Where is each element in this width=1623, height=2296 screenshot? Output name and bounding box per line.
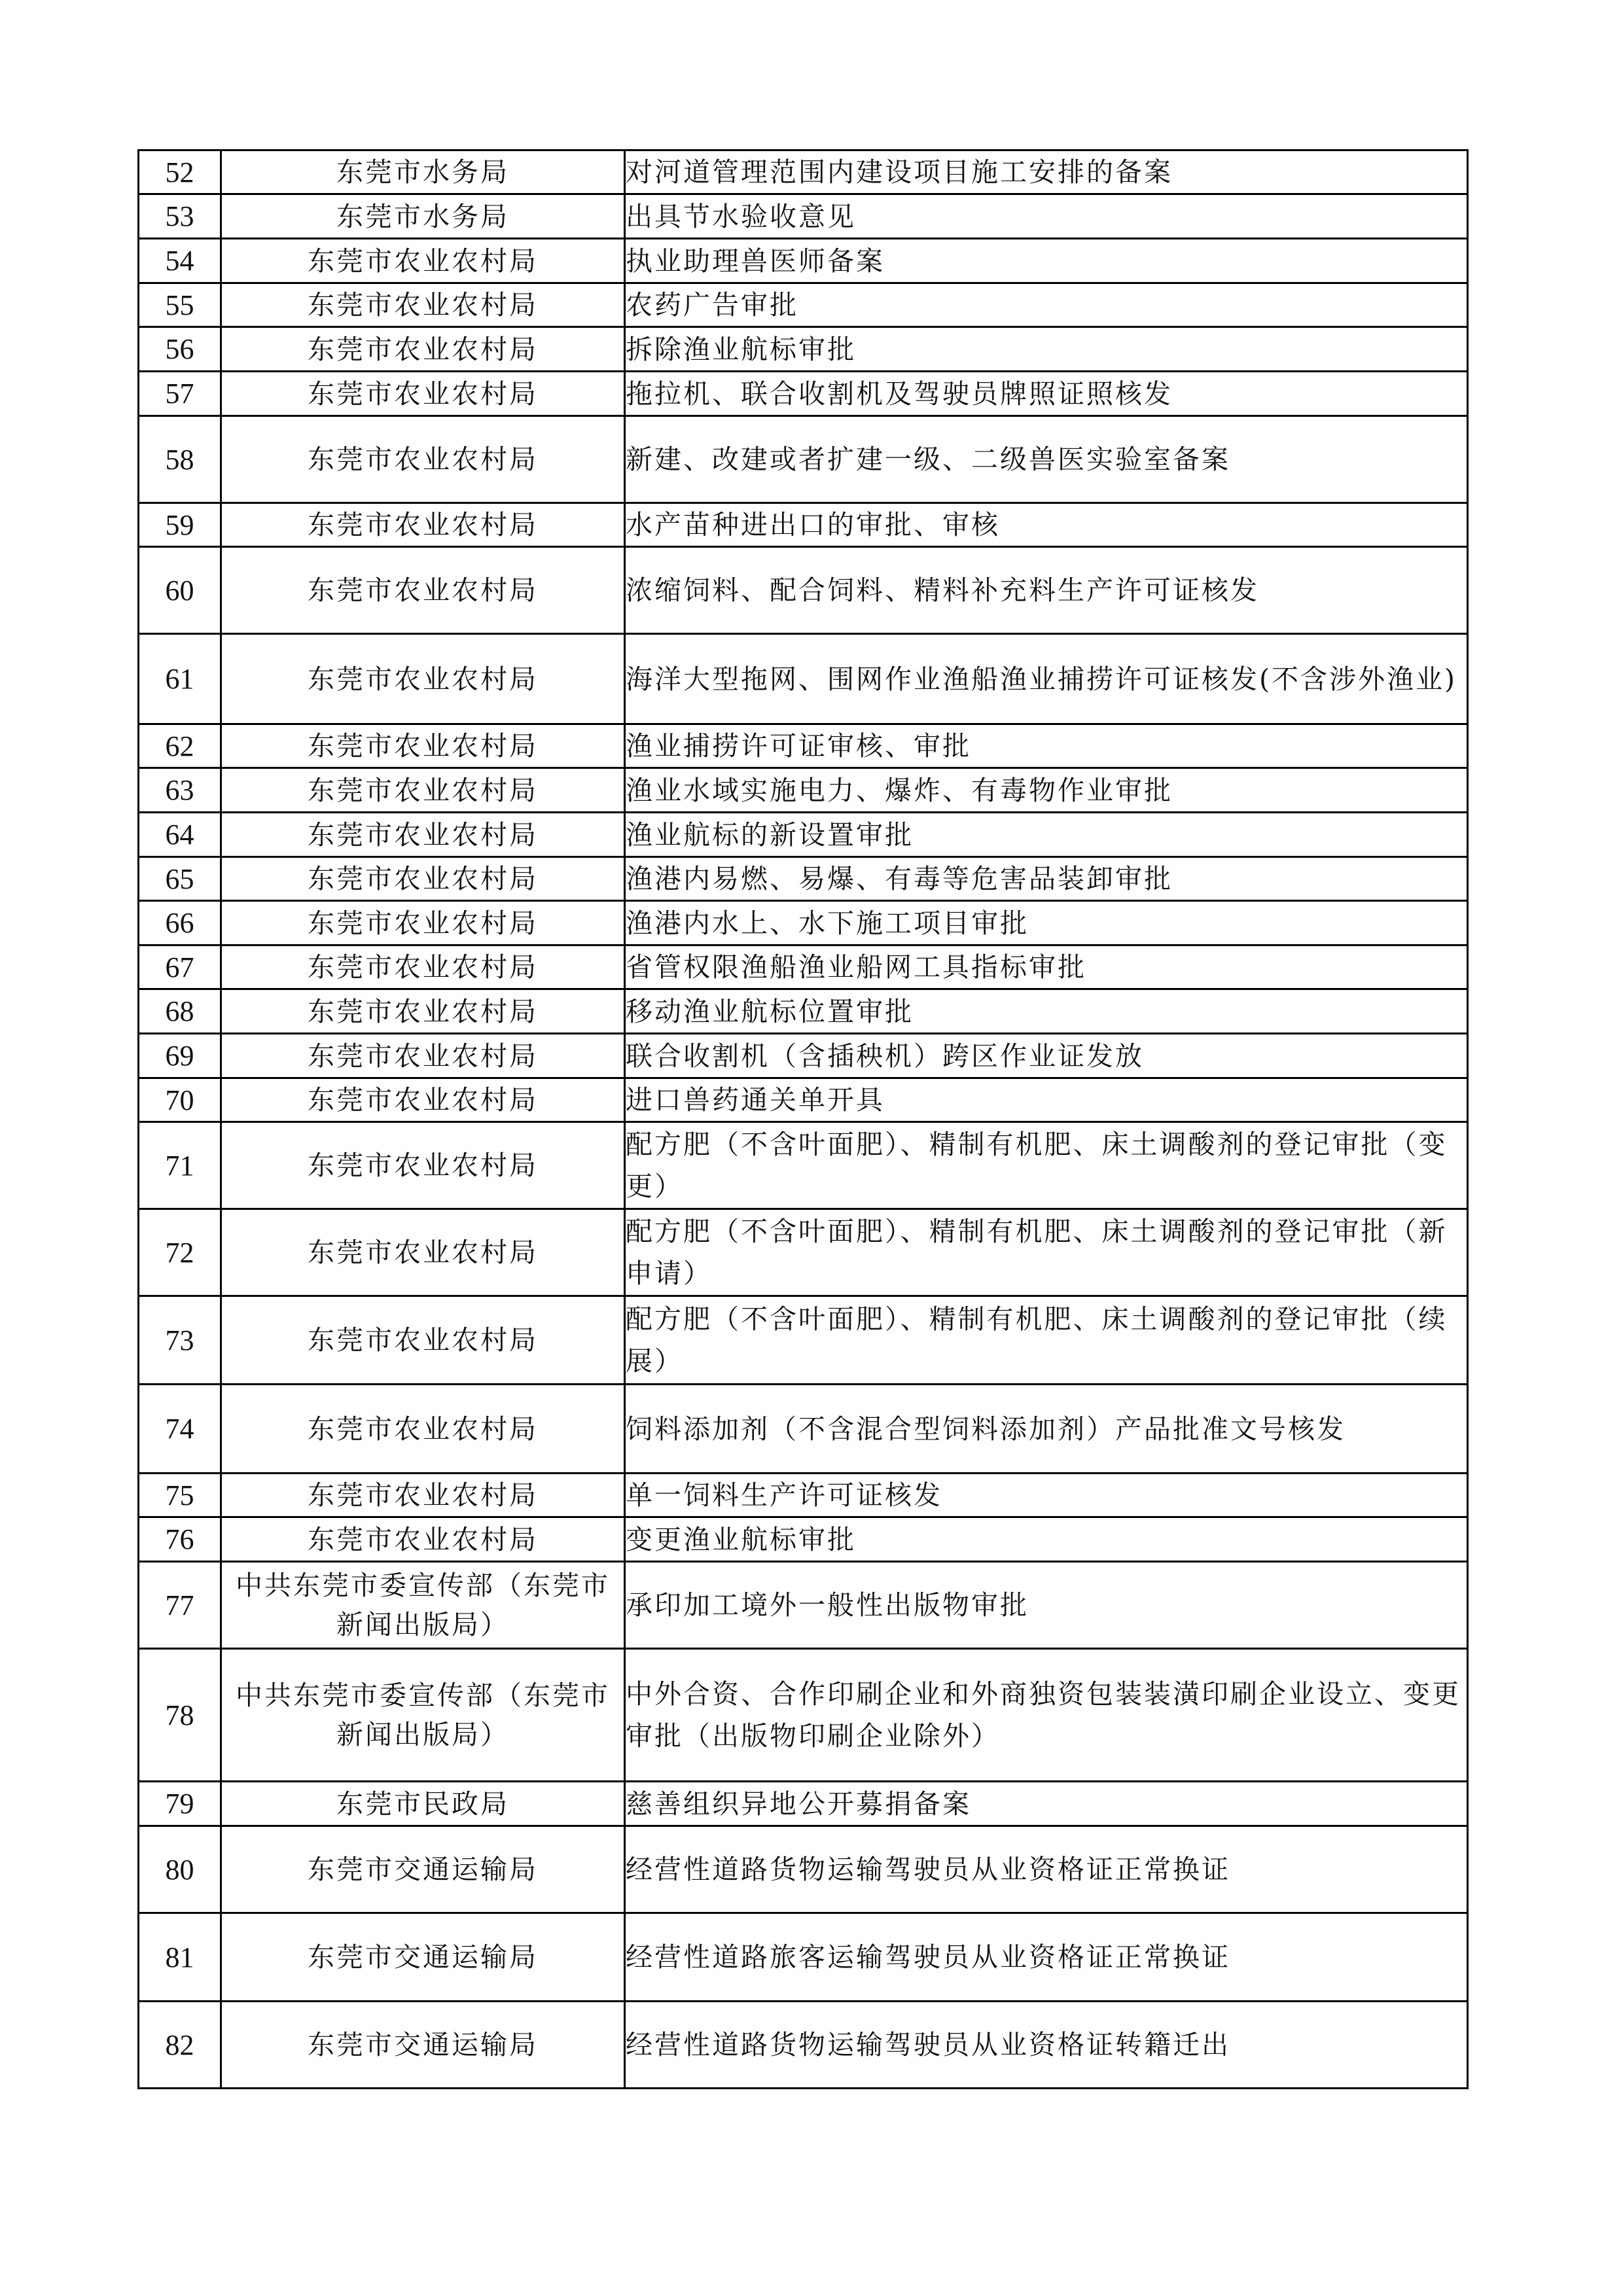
- department-cell: 东莞市农业农村局: [221, 813, 625, 857]
- item-name-cell: 慈善组织异地公开募捐备案: [625, 1782, 1468, 1826]
- row-number: 55: [139, 283, 221, 327]
- table-row: [139, 2002, 1468, 2089]
- department-cell: 东莞市农业农村局: [221, 283, 625, 327]
- item-name-cell: 经营性道路旅客运输驾驶员从业资格证正常换证: [625, 1913, 1468, 2002]
- item-name-cell: 进口兽药通关单开具: [625, 1078, 1468, 1122]
- row-number: 52: [139, 150, 221, 194]
- table-row: [139, 1826, 1468, 1913]
- department-cell: 东莞市农业农村局: [221, 1296, 625, 1385]
- department-cell: 东莞市民政局: [221, 1782, 625, 1826]
- table-row: [139, 813, 1468, 857]
- item-name-cell: 经营性道路货物运输驾驶员从业资格证转籍迁出: [625, 2002, 1468, 2089]
- item-name-cell: 海洋大型拖网、围网作业渔船渔业捕捞许可证核发(不含涉外渔业): [625, 634, 1468, 724]
- department-cell: 中共东莞市委宣传部（东莞市新闻出版局）: [221, 1649, 625, 1782]
- row-number: 71: [139, 1122, 221, 1209]
- row-number: 54: [139, 239, 221, 283]
- row-number: 61: [139, 634, 221, 724]
- row-number: 69: [139, 1034, 221, 1078]
- department-cell: 东莞市农业农村局: [221, 1078, 625, 1122]
- table-row: [139, 768, 1468, 813]
- row-number: 63: [139, 768, 221, 813]
- item-name-cell: 省管权限渔船渔业船网工具指标审批: [625, 945, 1468, 989]
- item-name-cell: 拖拉机、联合收割机及驾驶员牌照证照核发: [625, 372, 1468, 416]
- row-number: 62: [139, 724, 221, 768]
- item-name-cell: 渔业水域实施电力、爆炸、有毒物作业审批: [625, 768, 1468, 813]
- row-number: 74: [139, 1385, 221, 1474]
- item-name-cell: 渔业捕捞许可证审核、审批: [625, 724, 1468, 768]
- row-number: 76: [139, 1517, 221, 1562]
- row-number: 75: [139, 1474, 221, 1517]
- item-name-cell: 配方肥（不含叶面肥）、精制有机肥、床土调酸剂的登记审批（新申请）: [625, 1209, 1468, 1296]
- row-number: 79: [139, 1782, 221, 1826]
- table-row: [139, 1034, 1468, 1078]
- item-name-cell: 对河道管理范围内建设项目施工安排的备案: [625, 150, 1468, 194]
- table-row: [139, 857, 1468, 901]
- row-number: 80: [139, 1826, 221, 1913]
- table-row: [139, 1385, 1468, 1474]
- table-row: [139, 724, 1468, 768]
- table-row: [139, 327, 1468, 372]
- row-number: 68: [139, 989, 221, 1034]
- item-name-cell: 承印加工境外一般性出版物审批: [625, 1562, 1468, 1649]
- table-row: [139, 547, 1468, 634]
- item-name-cell: 中外合资、合作印刷企业和外商独资包装装潢印刷企业设立、变更审批（出版物印刷企业除外）: [625, 1649, 1468, 1782]
- table-row: [139, 1562, 1468, 1649]
- department-cell: 东莞市农业农村局: [221, 1034, 625, 1078]
- item-name-cell: 配方肥（不含叶面肥）、精制有机肥、床土调酸剂的登记审批（续展）: [625, 1296, 1468, 1385]
- item-name-cell: 经营性道路货物运输驾驶员从业资格证正常换证: [625, 1826, 1468, 1913]
- item-name-cell: 变更渔业航标审批: [625, 1517, 1468, 1562]
- department-cell: 东莞市农业农村局: [221, 857, 625, 901]
- row-number: 60: [139, 547, 221, 634]
- row-number: 58: [139, 416, 221, 503]
- department-cell: 东莞市农业农村局: [221, 327, 625, 372]
- department-cell: 东莞市农业农村局: [221, 1385, 625, 1474]
- row-number: 70: [139, 1078, 221, 1122]
- row-number: 59: [139, 503, 221, 547]
- table-row: [139, 1209, 1468, 1296]
- department-cell: 东莞市农业农村局: [221, 1474, 625, 1517]
- row-number: 67: [139, 945, 221, 989]
- department-cell: 东莞市农业农村局: [221, 945, 625, 989]
- table-row: [139, 1122, 1468, 1209]
- department-cell: 东莞市农业农村局: [221, 768, 625, 813]
- department-cell: 东莞市农业农村局: [221, 1209, 625, 1296]
- row-number: 82: [139, 2002, 221, 2089]
- item-name-cell: 农药广告审批: [625, 283, 1468, 327]
- department-cell: 东莞市农业农村局: [221, 901, 625, 945]
- item-name-cell: 渔业航标的新设置审批: [625, 813, 1468, 857]
- department-cell: 东莞市农业农村局: [221, 547, 625, 634]
- table-row: [139, 239, 1468, 283]
- department-cell: 东莞市交通运输局: [221, 1913, 625, 2002]
- row-number: 78: [139, 1649, 221, 1782]
- item-name-cell: 拆除渔业航标审批: [625, 327, 1468, 372]
- item-name-cell: 出具节水验收意见: [625, 194, 1468, 239]
- item-name-cell: 新建、改建或者扩建一级、二级兽医实验室备案: [625, 416, 1468, 503]
- table-row: [139, 150, 1468, 194]
- table-row: [139, 416, 1468, 503]
- department-cell: 东莞市农业农村局: [221, 503, 625, 547]
- item-name-cell: 浓缩饲料、配合饲料、精料补充料生产许可证核发: [625, 547, 1468, 634]
- department-cell: 东莞市农业农村局: [221, 416, 625, 503]
- row-number: 73: [139, 1296, 221, 1385]
- department-cell: 东莞市水务局: [221, 150, 625, 194]
- table-row: [139, 634, 1468, 724]
- department-cell: 东莞市农业农村局: [221, 239, 625, 283]
- table-row: [139, 1474, 1468, 1517]
- table-row: [139, 989, 1468, 1034]
- table-row: [139, 1296, 1468, 1385]
- item-name-cell: 移动渔业航标位置审批: [625, 989, 1468, 1034]
- row-number: 56: [139, 327, 221, 372]
- row-number: 53: [139, 194, 221, 239]
- row-number: 64: [139, 813, 221, 857]
- table-row: [139, 283, 1468, 327]
- item-name-cell: 配方肥（不含叶面肥）、精制有机肥、床土调酸剂的登记审批（变更）: [625, 1122, 1468, 1209]
- table-row: [139, 372, 1468, 416]
- department-cell: 中共东莞市委宣传部（东莞市新闻出版局）: [221, 1562, 625, 1649]
- row-number: 77: [139, 1562, 221, 1649]
- row-number: 72: [139, 1209, 221, 1296]
- department-cell: 东莞市农业农村局: [221, 1517, 625, 1562]
- table-row: [139, 945, 1468, 989]
- department-cell: 东莞市交通运输局: [221, 2002, 625, 2089]
- department-cell: 东莞市交通运输局: [221, 1826, 625, 1913]
- table-row: [139, 1913, 1468, 2002]
- row-number: 57: [139, 372, 221, 416]
- department-cell: 东莞市农业农村局: [221, 372, 625, 416]
- item-name-cell: 水产苗种进出口的审批、审核: [625, 503, 1468, 547]
- table-row: [139, 1517, 1468, 1562]
- item-name-cell: 单一饲料生产许可证核发: [625, 1474, 1468, 1517]
- table-row: [139, 194, 1468, 239]
- department-cell: 东莞市农业农村局: [221, 989, 625, 1034]
- department-cell: 东莞市水务局: [221, 194, 625, 239]
- department-cell: 东莞市农业农村局: [221, 724, 625, 768]
- department-cell: 东莞市农业农村局: [221, 634, 625, 724]
- table-row: [139, 1649, 1468, 1782]
- row-number: 66: [139, 901, 221, 945]
- approval-items-table: [137, 149, 1469, 2089]
- item-name-cell: 执业助理兽医师备案: [625, 239, 1468, 283]
- table-body: [139, 150, 1468, 2089]
- item-name-cell: 饲料添加剂（不含混合型饲料添加剂）产品批准文号核发: [625, 1385, 1468, 1474]
- row-number: 65: [139, 857, 221, 901]
- item-name-cell: 渔港内易燃、易爆、有毒等危害品装卸审批: [625, 857, 1468, 901]
- table-row: [139, 1078, 1468, 1122]
- item-name-cell: 渔港内水上、水下施工项目审批: [625, 901, 1468, 945]
- table-row: [139, 1782, 1468, 1826]
- department-cell: 东莞市农业农村局: [221, 1122, 625, 1209]
- row-number: 81: [139, 1913, 221, 2002]
- table-row: [139, 901, 1468, 945]
- table-row: [139, 503, 1468, 547]
- item-name-cell: 联合收割机（含插秧机）跨区作业证发放: [625, 1034, 1468, 1078]
